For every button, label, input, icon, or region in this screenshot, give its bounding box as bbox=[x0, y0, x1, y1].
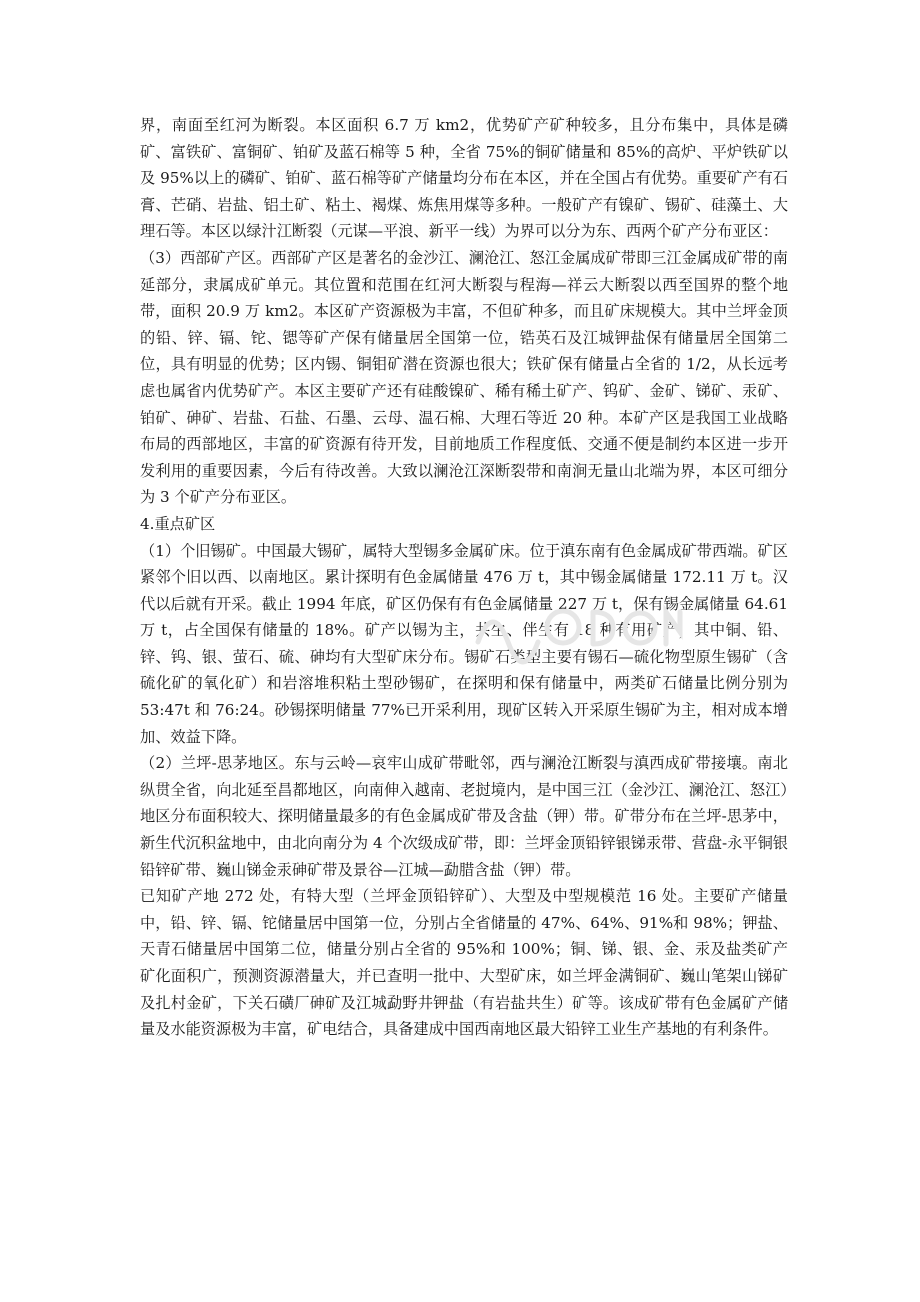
document-body bbox=[140, 112, 788, 1043]
paragraph-western-region: （3）西部矿产区。西部矿产区是著名的金沙江、澜沧江、怒江金属成矿带即三江金属成矿带的南延部分，隶属成矿单元。其位置和范围在红河大断裂与程海—祥云大断裂以西至国界的整个地带，面积 20.9 万 km2。本区矿产资源极为丰富，不但矿种多，而且矿床规模大。其中兰坪金顶的铅、锌、镉、铊、锶等矿产保有储量居全国第一位，锆英石及江城钾盐保有储量居全国第二位，具有明显的优势；区内锡、铜钼矿潜在资源也很大；铁矿保有储量占全省的 1/2，从长远考虑也属省内优势矿产。本区主要矿产还有硅酸镍矿、稀有稀土矿产、钨矿、金矿、锑矿、汞矿、铂矿、砷矿、岩盐、石盐、石墨、云母、温石棉、大理石等近 20 种。本矿产区是我国工业战略布局的西部地区，丰富的矿资源有待开发，目前地质工作程度低、交通不便是制约本区进一步开发利用的重要因素，今后有待改善。大致以澜沧江深断裂带和南涧无量山北端为界，本区可细分为 3 个矿产分布亚区。 bbox=[140, 248, 788, 507]
paragraph-lanping-simao: （2）兰坪-思茅地区。东与云岭—哀牢山成矿带毗邻，西与澜沧江断裂与滇西成矿带接壤。南北纵贯全省，向北延至昌都地区，向南伸入越南、老挝境内，是中国三江（金沙江、澜沧江、怒江）地区分布面积较大、探明储量最多的有色金属成矿带及含盐（钾）带。矿带分布在兰坪-思茅中，新生代沉积盆地中，由北向南分为 4 个次级成矿带，即：兰坪金顶铅锌银锑汞带、营盘-永平铜银铅锌矿带、巍山锑金汞砷矿带及景谷—江城—勐腊含盐（钾）带。 bbox=[140, 754, 788, 879]
section-heading-key-mines: 4.重点矿区 bbox=[140, 514, 216, 533]
paragraph-gejiu-tin-mine: （1）个旧锡矿。中国最大锡矿，属特大型锡多金属矿床。位于滇东南有色金属成矿带西端。矿区紧邻个旧以西、以南地区。累计探明有色金属储量 476 万 t，其中锡金属储量 172.11 万 t。汉代以后就有开采。截止 1994 年底，矿区仍保有有色金属储量 227 万 t，保有锡金属储量 64.61 万 t，占全国保有储量的 18%。矿产以锡为主，共生、伴生有 18 种有用矿产，其中铜、铅、锌、钨、银、萤石、硫、砷均有大型矿床分布。锡矿石类型主要有锡石—硫化物型原生锡矿（含硫化矿的氧化矿）和岩溶堆积粘土型砂锡矿，在探明和保有储量中，两类矿石储量比例分别为 53:47t 和 76:24。砂锡探明储量 77%已开采利用，现矿区转入开采原生锡矿为主，相对成本增加、效益下降。 bbox=[140, 541, 788, 746]
paragraph-known-deposits: 已知矿产地 272 处，有特大型（兰坪金顶铅锌矿）、大型及中型规模范 16 处。主要矿产储量中，铅、锌、镉、铊储量居中国第一位，分别占全省储量的 47%、64%、91%和 98%；钾盐、天青石储量居中国第二位，储量分别占全省的 95%和 100%；铜、锑、银、金、汞及盐类矿产矿化面积广，预测资源潜量大，并已查明一批中、大型矿床，如兰坪金满铜矿、巍山笔架山锑矿及扎村金矿，下关石磺厂砷矿及江城勐野井钾盐（有岩盐共生）矿等。该成矿带有色金属矿产储量及水能资源极为丰富，矿电结合，具备建成中国西南地区最大铅锌工业生产基地的有利条件。 bbox=[140, 887, 788, 1039]
paragraph-region-intro: 界，南面至红河为断裂。本区面积 6.7 万 km2，优势矿产矿种较多，且分布集中，具体是磷矿、富铁矿、富铜矿、铂矿及蓝石棉等 5 种，全省 75%的铜矿储量和 85%的高炉、平炉铁矿以及 95%以上的磷矿、铂矿、蓝石棉等矿产储量均分布在本区，并在全国占有优势。重要矿产有石膏、芒硝、岩盐、铝土矿、粘土、褐煤、炼焦用煤等多种。一般矿产有镍矿、锡矿、硅藻土、大理石等。本区以绿汁江断裂（元谋—平浪、新平一线）为界可以分为东、西两个矿产分布亚区： bbox=[140, 116, 788, 241]
